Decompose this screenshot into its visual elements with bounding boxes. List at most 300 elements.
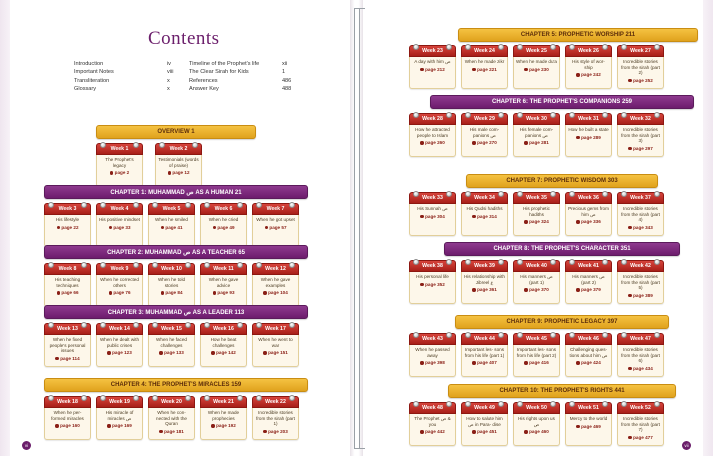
week-page[interactable] bbox=[568, 135, 609, 141]
week-topic: His manners ص (part 2) bbox=[572, 274, 605, 285]
week-card[interactable] bbox=[565, 45, 612, 89]
front-matter-page: 488 bbox=[281, 86, 292, 93]
week-topic: When he con- nected with the Quran bbox=[156, 410, 187, 427]
week-page[interactable] bbox=[412, 214, 453, 220]
pin-icon bbox=[185, 202, 191, 208]
folio-right: vii bbox=[682, 441, 691, 450]
bullet-icon bbox=[472, 430, 475, 433]
week-page-label: page 352 bbox=[425, 281, 445, 287]
week-card[interactable] bbox=[617, 45, 664, 89]
week-number: Week 48 bbox=[422, 405, 443, 411]
pin-icon bbox=[48, 262, 54, 268]
week-page[interactable] bbox=[568, 287, 609, 293]
week-number: Week 27 bbox=[630, 48, 651, 54]
week-card[interactable] bbox=[200, 263, 247, 307]
week-body bbox=[513, 56, 560, 89]
week-label bbox=[252, 203, 299, 215]
week-card[interactable] bbox=[513, 192, 560, 236]
week-label bbox=[252, 263, 299, 275]
week-page[interactable] bbox=[516, 219, 557, 225]
week-card[interactable] bbox=[252, 323, 299, 367]
pin-icon bbox=[569, 44, 575, 50]
week-label bbox=[409, 192, 456, 204]
week-topic: A day with him ص bbox=[414, 59, 451, 64]
week-number: Week 31 bbox=[578, 116, 599, 122]
pin-icon bbox=[602, 401, 608, 407]
pin-icon bbox=[446, 44, 452, 50]
week-topic: When he made du'a bbox=[516, 59, 557, 64]
pin-icon bbox=[413, 259, 419, 265]
week-card[interactable] bbox=[200, 323, 247, 367]
pin-icon bbox=[498, 259, 504, 265]
pin-icon bbox=[517, 401, 523, 407]
week-card[interactable] bbox=[96, 396, 143, 440]
week-topic: Incredible stories from the sirah (part 2) bbox=[621, 59, 660, 76]
pin-icon bbox=[550, 44, 556, 50]
chapter-banner[interactable]: CHAPTER 4: THE PROPHET'S MIRACLES 159 bbox=[44, 378, 308, 392]
front-matter-page: iv bbox=[166, 61, 171, 67]
week-body bbox=[565, 56, 612, 89]
pin-icon bbox=[185, 262, 191, 268]
pin-icon bbox=[81, 395, 87, 401]
week-body bbox=[148, 274, 195, 307]
week-page-label: page 114 bbox=[60, 355, 80, 361]
week-card[interactable] bbox=[148, 263, 195, 307]
week-topic: Mercy to the world bbox=[569, 416, 608, 421]
week-page-label: page 477 bbox=[633, 434, 653, 440]
chapter-banner[interactable]: CHAPTER 3: MUHAMMAD ص AS A LEADER 113 bbox=[44, 305, 308, 319]
week-page-label: page 304 bbox=[425, 213, 445, 219]
week-card[interactable] bbox=[44, 203, 91, 247]
week-topic: His relationship with Jibreel ع bbox=[464, 274, 505, 285]
pin-icon bbox=[100, 202, 106, 208]
week-label bbox=[565, 402, 612, 414]
week-card[interactable] bbox=[513, 45, 560, 89]
week-topic: His prophetic hadiths bbox=[523, 206, 550, 217]
week-card[interactable] bbox=[461, 192, 508, 236]
week-card[interactable] bbox=[461, 402, 508, 446]
week-number: Week 42 bbox=[630, 263, 651, 269]
front-matter-title: Important Notes bbox=[74, 69, 114, 76]
week-card[interactable] bbox=[565, 260, 612, 304]
pin-icon bbox=[152, 202, 158, 208]
week-label bbox=[409, 45, 456, 57]
week-page-label: page 361 bbox=[477, 287, 497, 293]
week-page[interactable] bbox=[99, 350, 140, 356]
pin-icon bbox=[289, 322, 295, 328]
week-label bbox=[461, 192, 508, 204]
week-page[interactable] bbox=[255, 429, 296, 435]
week-body bbox=[44, 214, 91, 247]
bullet-icon bbox=[628, 367, 631, 370]
front-matter-page: x bbox=[166, 86, 170, 93]
week-page-label: page 22 bbox=[61, 224, 79, 230]
week-card[interactable] bbox=[461, 45, 508, 89]
pin-icon bbox=[100, 142, 106, 148]
bullet-icon bbox=[159, 430, 162, 433]
week-card[interactable] bbox=[96, 263, 143, 307]
week-page[interactable] bbox=[255, 225, 296, 231]
pin-icon bbox=[550, 259, 556, 265]
pin-icon bbox=[498, 332, 504, 338]
week-page[interactable] bbox=[620, 293, 661, 299]
week-card[interactable] bbox=[461, 113, 508, 157]
pin-icon bbox=[498, 44, 504, 50]
week-page[interactable] bbox=[412, 429, 453, 435]
week-body bbox=[513, 344, 560, 377]
pin-icon bbox=[48, 202, 54, 208]
front-matter-page: xii bbox=[281, 61, 288, 67]
week-page[interactable] bbox=[255, 350, 296, 356]
week-card[interactable] bbox=[617, 402, 664, 446]
week-label bbox=[565, 192, 612, 204]
pin-icon bbox=[133, 142, 139, 148]
week-body bbox=[617, 56, 664, 89]
week-number: Week 45 bbox=[526, 336, 547, 342]
week-page-label: page 434 bbox=[633, 365, 653, 371]
bullet-icon bbox=[576, 288, 579, 291]
week-label bbox=[565, 45, 612, 57]
week-body bbox=[409, 344, 456, 377]
pin-icon bbox=[621, 259, 627, 265]
pin-icon bbox=[413, 112, 419, 118]
week-page[interactable] bbox=[99, 423, 140, 429]
pin-icon bbox=[100, 262, 106, 268]
pin-icon bbox=[621, 191, 627, 197]
week-page[interactable] bbox=[158, 170, 199, 176]
page-title: Contents bbox=[148, 28, 220, 49]
week-label bbox=[409, 402, 456, 414]
week-page[interactable] bbox=[151, 290, 192, 296]
week-card[interactable] bbox=[96, 143, 143, 187]
bullet-icon bbox=[524, 141, 527, 144]
bullet-icon bbox=[472, 288, 475, 291]
week-card[interactable] bbox=[148, 396, 195, 440]
week-card[interactable] bbox=[513, 260, 560, 304]
week-label bbox=[461, 113, 508, 125]
week-page[interactable] bbox=[464, 287, 505, 293]
week-number: Week 25 bbox=[526, 48, 547, 54]
pin-icon bbox=[621, 401, 627, 407]
week-topic: The Prophet ص & you bbox=[414, 416, 451, 427]
week-body bbox=[513, 203, 560, 236]
chapter-banner[interactable]: OVERVIEW 1 bbox=[96, 125, 256, 139]
pin-icon bbox=[413, 401, 419, 407]
week-page-label: page 469 bbox=[581, 423, 601, 429]
week-label bbox=[96, 323, 143, 335]
week-card[interactable] bbox=[44, 323, 91, 367]
week-card[interactable] bbox=[96, 323, 143, 367]
chapter-banner[interactable]: CHAPTER 8: THE PROPHET'S CHARACTER 351 bbox=[444, 242, 680, 256]
week-page[interactable] bbox=[203, 225, 244, 231]
week-page-label: page 123 bbox=[112, 350, 132, 356]
week-card[interactable] bbox=[409, 45, 456, 89]
week-card[interactable] bbox=[513, 333, 560, 377]
week-page[interactable] bbox=[464, 67, 505, 73]
bullet-icon bbox=[55, 424, 58, 427]
front-matter-list bbox=[74, 60, 304, 94]
bullet-icon bbox=[57, 291, 60, 294]
bullet-icon bbox=[420, 361, 423, 364]
week-card[interactable] bbox=[617, 333, 664, 377]
front-matter-row bbox=[74, 60, 304, 68]
week-label bbox=[409, 333, 456, 345]
week-number: Week 19 bbox=[109, 399, 130, 405]
week-card[interactable] bbox=[148, 323, 195, 367]
week-page[interactable] bbox=[151, 429, 192, 435]
bullet-icon bbox=[628, 294, 631, 297]
week-number: Week 18 bbox=[57, 399, 78, 405]
week-page[interactable] bbox=[464, 140, 505, 146]
week-topic: Incredible stories from the sirah (part 1) bbox=[256, 410, 295, 427]
week-page[interactable] bbox=[412, 360, 453, 366]
bullet-icon bbox=[472, 68, 475, 71]
week-number: Week 34 bbox=[474, 195, 495, 201]
week-card[interactable] bbox=[252, 396, 299, 440]
week-card[interactable] bbox=[513, 402, 560, 446]
week-page[interactable] bbox=[99, 225, 140, 231]
week-page-label: page 12 bbox=[172, 170, 190, 176]
week-page-label: page 104 bbox=[268, 290, 288, 296]
week-label bbox=[200, 263, 247, 275]
week-card[interactable] bbox=[252, 203, 299, 247]
week-topic: Incredible stories from the sirah (part 5) bbox=[621, 274, 660, 291]
week-page-label: page 192 bbox=[216, 423, 236, 429]
pin-icon bbox=[48, 322, 54, 328]
week-page[interactable] bbox=[516, 140, 557, 146]
week-card[interactable] bbox=[461, 260, 508, 304]
week-page[interactable] bbox=[620, 78, 661, 84]
pin-icon bbox=[654, 44, 660, 50]
week-number: Week 2 bbox=[169, 146, 188, 152]
chapter-banner[interactable]: CHAPTER 2: MUHAMMAD ص AS A TEACHER 65 bbox=[44, 245, 308, 259]
pin-icon bbox=[465, 191, 471, 197]
week-card[interactable] bbox=[409, 113, 456, 157]
pin-icon bbox=[602, 332, 608, 338]
bullet-icon bbox=[211, 424, 214, 427]
week-body bbox=[96, 274, 143, 307]
week-page[interactable] bbox=[568, 360, 609, 366]
week-card[interactable] bbox=[617, 113, 664, 157]
week-body bbox=[617, 203, 664, 236]
pin-icon bbox=[550, 401, 556, 407]
week-card[interactable] bbox=[409, 333, 456, 377]
week-topic: Incredible stories from the sirah (part 3) bbox=[621, 127, 660, 144]
week-page[interactable] bbox=[620, 225, 661, 231]
week-page[interactable] bbox=[412, 140, 453, 146]
week-page[interactable] bbox=[516, 429, 557, 435]
pin-icon bbox=[192, 142, 198, 148]
week-page[interactable] bbox=[516, 67, 557, 73]
chapter-banner[interactable]: CHAPTER 6: THE PROPHET'S COMPANIONS 259 bbox=[430, 95, 694, 109]
week-number: Week 36 bbox=[578, 195, 599, 201]
week-page[interactable] bbox=[412, 67, 453, 73]
pin-icon bbox=[48, 395, 54, 401]
week-topic: His Qudsi hadiths bbox=[466, 206, 503, 211]
week-page[interactable] bbox=[99, 290, 140, 296]
week-body bbox=[148, 334, 195, 367]
week-card[interactable] bbox=[617, 260, 664, 304]
week-body bbox=[617, 271, 664, 304]
week-card[interactable] bbox=[200, 396, 247, 440]
week-topic: His Sunnah ص bbox=[417, 206, 448, 211]
chapter-banner[interactable]: CHAPTER 1: MUHAMMAD ص AS A HUMAN 21 bbox=[44, 185, 308, 199]
week-topic: His positive mindset bbox=[99, 217, 140, 222]
week-card[interactable] bbox=[565, 402, 612, 446]
bullet-icon bbox=[107, 351, 110, 354]
bullet-icon bbox=[213, 291, 216, 294]
week-page[interactable] bbox=[464, 360, 505, 366]
week-card[interactable] bbox=[200, 203, 247, 247]
week-page[interactable] bbox=[568, 72, 609, 78]
bullet-icon bbox=[420, 283, 423, 286]
week-card[interactable] bbox=[565, 113, 612, 157]
week-label bbox=[44, 203, 91, 215]
week-number: Week 22 bbox=[265, 399, 286, 405]
chapter-banner[interactable]: CHAPTER 10: THE PROPHET'S RIGHTS 441 bbox=[448, 384, 676, 398]
week-page[interactable] bbox=[203, 423, 244, 429]
week-page[interactable] bbox=[464, 214, 505, 220]
week-page[interactable] bbox=[47, 356, 88, 362]
pin-icon bbox=[289, 395, 295, 401]
week-number: Week 1 bbox=[110, 146, 129, 152]
pin-icon bbox=[654, 112, 660, 118]
week-topic: When he smiled bbox=[155, 217, 188, 222]
week-card[interactable] bbox=[565, 333, 612, 377]
week-body bbox=[409, 413, 456, 446]
week-card[interactable] bbox=[617, 192, 664, 236]
week-topic: How to salute him ص in Para- dise bbox=[466, 416, 503, 427]
week-page[interactable] bbox=[203, 350, 244, 356]
pin-icon bbox=[256, 322, 262, 328]
week-page-label: page 343 bbox=[633, 224, 653, 230]
week-page[interactable] bbox=[620, 146, 661, 152]
week-page[interactable] bbox=[203, 290, 244, 296]
week-number: Week 21 bbox=[213, 399, 234, 405]
week-page[interactable] bbox=[568, 424, 609, 430]
week-body bbox=[155, 154, 202, 187]
week-page[interactable] bbox=[516, 287, 557, 293]
week-page[interactable] bbox=[99, 170, 140, 176]
pin-icon bbox=[602, 259, 608, 265]
chapter-banner[interactable]: CHAPTER 5: PROPHETIC WORSHIP 211 bbox=[458, 28, 698, 42]
week-topic: His lifestyle bbox=[55, 217, 80, 222]
week-body bbox=[565, 124, 612, 157]
pin-icon bbox=[569, 259, 575, 265]
week-card[interactable] bbox=[513, 113, 560, 157]
week-label bbox=[513, 192, 560, 204]
week-card[interactable] bbox=[409, 402, 456, 446]
week-topic: The Prophet's legacy bbox=[105, 157, 134, 168]
week-label bbox=[200, 323, 247, 335]
bullet-icon bbox=[628, 79, 631, 82]
week-card[interactable] bbox=[44, 263, 91, 307]
week-body bbox=[617, 344, 664, 377]
week-page[interactable] bbox=[464, 429, 505, 435]
week-topic: His rights upon us ص bbox=[518, 416, 555, 427]
week-page-label: page 33 bbox=[113, 224, 131, 230]
week-page-label: page 370 bbox=[529, 287, 549, 293]
week-card[interactable] bbox=[461, 333, 508, 377]
week-topic: His style of wor- ship bbox=[572, 59, 605, 70]
pin-icon bbox=[237, 202, 243, 208]
week-body bbox=[409, 124, 456, 157]
week-page[interactable] bbox=[255, 290, 296, 296]
week-page[interactable] bbox=[47, 290, 88, 296]
week-card[interactable] bbox=[148, 203, 195, 247]
week-card[interactable] bbox=[96, 203, 143, 247]
week-body bbox=[409, 271, 456, 304]
week-page[interactable] bbox=[568, 219, 609, 225]
week-label bbox=[96, 396, 143, 408]
week-number: Week 17 bbox=[265, 326, 286, 332]
week-page[interactable] bbox=[620, 435, 661, 441]
pin-icon bbox=[654, 332, 660, 338]
week-number: Week 41 bbox=[578, 263, 599, 269]
chapter-banner[interactable]: CHAPTER 7: PROPHETIC WISDOM 303 bbox=[466, 174, 658, 188]
week-topic: How he beat challenges bbox=[210, 337, 237, 348]
front-matter-title: Transliteration bbox=[74, 77, 110, 84]
week-page-label: page 57 bbox=[269, 224, 287, 230]
week-page[interactable] bbox=[151, 225, 192, 231]
page-edge-left bbox=[0, 0, 10, 456]
week-topic: When he corrected others bbox=[100, 277, 139, 288]
week-page[interactable] bbox=[516, 360, 557, 366]
pin-icon bbox=[256, 202, 262, 208]
week-page-label: page 242 bbox=[581, 72, 601, 78]
week-number: Week 40 bbox=[526, 263, 547, 269]
week-card[interactable] bbox=[155, 143, 202, 187]
week-card[interactable] bbox=[409, 260, 456, 304]
week-page-label: page 336 bbox=[581, 219, 601, 225]
week-page[interactable] bbox=[47, 225, 88, 231]
week-page[interactable] bbox=[620, 366, 661, 372]
pin-icon bbox=[602, 191, 608, 197]
week-page[interactable] bbox=[412, 282, 453, 288]
week-page[interactable] bbox=[47, 423, 88, 429]
bullet-icon bbox=[420, 215, 423, 218]
week-body bbox=[44, 274, 91, 307]
week-label bbox=[96, 263, 143, 275]
pin-icon bbox=[569, 112, 575, 118]
week-label bbox=[44, 263, 91, 275]
week-card[interactable] bbox=[252, 263, 299, 307]
week-body bbox=[252, 274, 299, 307]
week-card[interactable] bbox=[565, 192, 612, 236]
week-topic: When he gave advice bbox=[208, 277, 239, 288]
pin-icon bbox=[81, 322, 87, 328]
pin-icon bbox=[654, 401, 660, 407]
pin-icon bbox=[133, 262, 139, 268]
week-number: Week 47 bbox=[630, 336, 651, 342]
week-page-label: page 49 bbox=[217, 224, 235, 230]
week-card[interactable] bbox=[409, 192, 456, 236]
week-topic: When he went to war bbox=[258, 337, 293, 348]
week-label bbox=[617, 333, 664, 345]
week-page[interactable] bbox=[151, 350, 192, 356]
bullet-icon bbox=[55, 357, 58, 360]
week-topic: His manners ص (part 1) bbox=[520, 274, 553, 285]
pin-icon bbox=[550, 191, 556, 197]
week-body bbox=[96, 334, 143, 367]
week-card[interactable] bbox=[44, 396, 91, 440]
week-label bbox=[617, 402, 664, 414]
bullet-icon bbox=[168, 171, 171, 174]
chapter-banner[interactable]: CHAPTER 9: PROPHETIC LEGACY 397 bbox=[455, 315, 669, 329]
bullet-icon bbox=[263, 351, 266, 354]
week-page-label: page 451 bbox=[477, 429, 497, 435]
bullet-icon bbox=[161, 226, 164, 229]
